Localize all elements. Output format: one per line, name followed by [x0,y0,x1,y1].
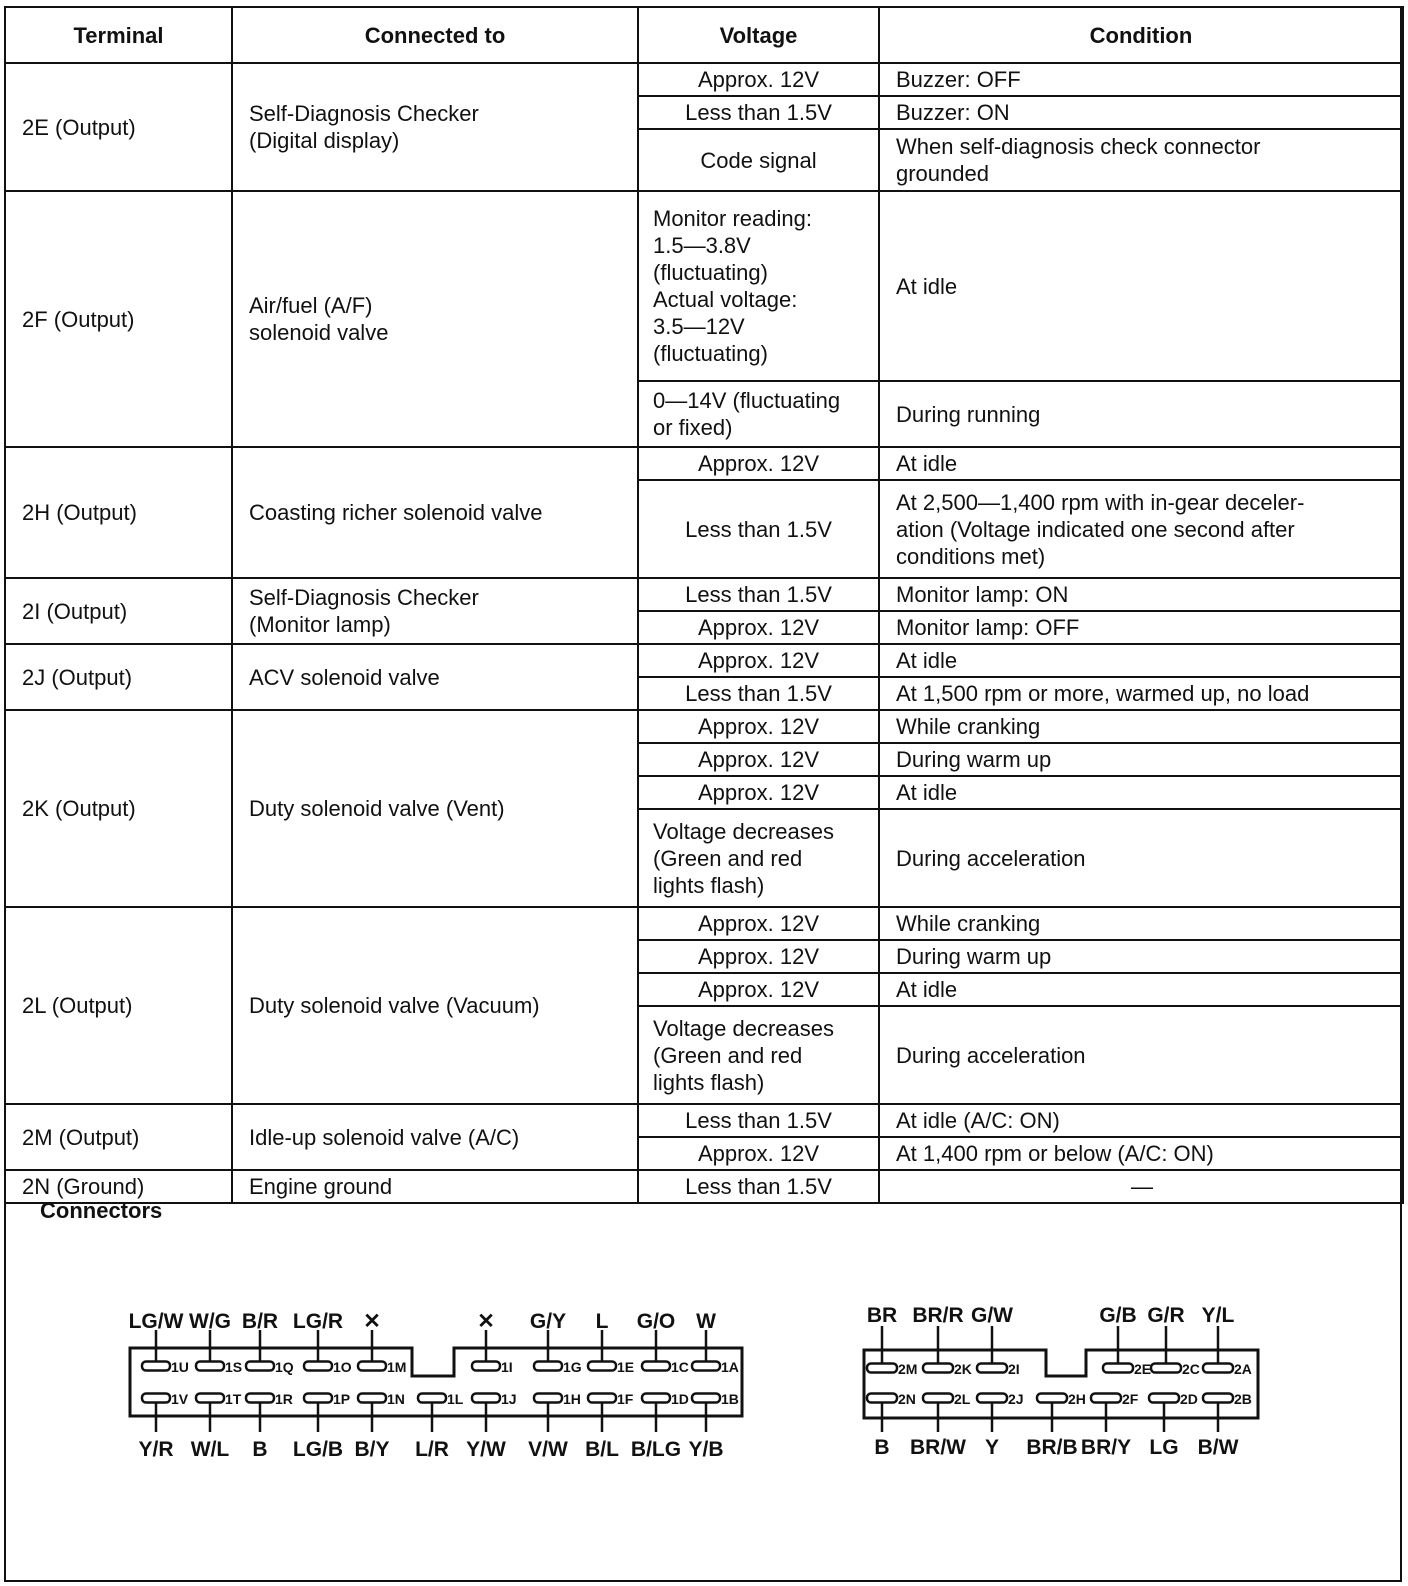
pin-label: 1C [671,1359,689,1375]
connected-to-cell: Air/fuel (A/F) solenoid valve [232,191,638,447]
wire-color-label: BR/Y [1080,1436,1132,1459]
wire-color-label: LG/R [292,1310,344,1333]
wire-color-label: Y/R [138,1438,174,1461]
pin-label: 1S [225,1359,243,1375]
pin-label: 2N [898,1391,916,1407]
wire-color-label: W [696,1310,716,1333]
voltage-cell: Approx. 12V [638,611,879,644]
pin-terminal [977,1364,1007,1373]
pin-label: 2C [1182,1361,1200,1377]
voltage-cell: Approx. 12V [638,1137,879,1170]
wire-color-label: Y/L [1201,1304,1235,1327]
pin-label: 1B [721,1391,739,1407]
terminal-cell: 2K (Output) [5,710,232,907]
condition-cell: While cranking [879,710,1403,743]
table-row [5,191,1403,381]
wire-color-label: L/R [415,1438,449,1461]
table-row [5,63,1403,96]
condition-cell: At 1,400 rpm or below (A/C: ON) [879,1137,1403,1170]
wire-color-label: B [252,1438,268,1461]
wire-color-label: BR/W [910,1436,966,1459]
pin-label: 1M [387,1359,407,1375]
wire-color-label: BR [866,1304,898,1327]
pin-terminal [196,1394,224,1403]
terminal-cell: 2N (Ground) [5,1170,232,1203]
pin-terminal [642,1394,670,1403]
header-connected-to: Connected to [232,7,638,63]
pin-label: 1I [501,1359,513,1375]
pin-label: 1L [447,1391,464,1407]
pin-terminal [358,1394,386,1403]
wire-color-label: BR/R [912,1304,964,1327]
pin-terminal [867,1364,897,1373]
connectors-title: Connectors [40,1198,163,1223]
pin-label: 2H [1068,1391,1086,1407]
condition-cell: — [879,1170,1403,1203]
pin-terminal [977,1394,1007,1403]
pin-label: 2J [1008,1391,1024,1407]
condition-cell: While cranking [879,907,1403,940]
condition-cell: During warm up [879,743,1403,776]
condition-cell: At idle [879,973,1403,1006]
condition-cell: Monitor lamp: ON [879,578,1403,611]
voltage-cell: Monitor reading: 1.5—3.8V (fluctuating) Actual voltage: 3.5—12V (fluctuating) [638,191,879,381]
pin-terminal [1203,1364,1233,1373]
wire-color-label: ✕ [363,1310,381,1333]
pin-label: 1F [617,1391,634,1407]
connected-to-cell: Self-Diagnosis Checker (Monitor lamp) [232,578,638,644]
pin-label: 2I [1008,1361,1020,1377]
wire-color-label: Y/W [466,1438,506,1461]
pin-terminal [1203,1394,1233,1403]
voltage-cell: Less than 1.5V [638,578,879,611]
wire-color-label: V/W [528,1438,568,1461]
voltage-cell: Approx. 12V [638,907,879,940]
wire-color-label: B/R [241,1310,279,1333]
wire-color-label: G/O [636,1310,676,1333]
pin-label: 2F [1122,1391,1139,1407]
condition-cell: During warm up [879,940,1403,973]
pin-terminal [923,1394,953,1403]
wire-color-label: G/R [1147,1304,1185,1327]
wire-color-label: W/G [189,1310,231,1333]
connector-body [130,1348,742,1416]
voltage-cell: Voltage decreases (Green and red lights flash) [638,809,879,907]
wire-color-label: B [874,1436,890,1459]
pin-label: 2B [1234,1391,1252,1407]
condition-cell: At 2,500—1,400 rpm with in-gear deceler- ation (Voltage indicated one second after conditions met) [879,480,1403,578]
pin-label: 1J [501,1391,517,1407]
pin-terminal [472,1394,500,1403]
condition-cell: At idle [879,191,1403,381]
wire-color-label: LG/W [128,1310,184,1333]
table-row [5,710,1403,743]
wire-color-label: B/LG [630,1438,682,1461]
pin-terminal [358,1362,386,1371]
table-body [5,63,1403,1203]
wire-color-label: BR/B [1026,1436,1078,1459]
wire-color-label: L [595,1310,609,1333]
pin-terminal [1151,1364,1181,1373]
pin-terminal [142,1394,170,1403]
pin-label: 2D [1180,1391,1198,1407]
connected-to-cell: Coasting richer solenoid valve [232,447,638,578]
connected-to-cell: Self-Diagnosis Checker (Digital display) [232,63,638,191]
condition-cell: Monitor lamp: OFF [879,611,1403,644]
pin-label: 2L [954,1391,971,1407]
pin-label: 1E [617,1359,635,1375]
pin-label: 1Q [275,1359,294,1375]
pin-terminal [692,1362,720,1371]
condition-cell: During acceleration [879,809,1403,907]
pin-terminal [1149,1394,1179,1403]
terminal-spec-table [4,6,1404,1204]
pin-terminal [304,1362,332,1371]
pin-terminal [642,1362,670,1371]
voltage-cell: Approx. 12V [638,743,879,776]
voltage-cell: 0—14V (fluctuating or fixed) [638,381,879,447]
voltage-cell: Approx. 12V [638,776,879,809]
connected-to-cell: Duty solenoid valve (Vent) [232,710,638,907]
condition-cell: During acceleration [879,1006,1403,1104]
terminal-cell: 2L (Output) [5,907,232,1104]
table-row [5,907,1403,940]
pin-label: 1H [563,1391,581,1407]
wire-color-label: B/L [585,1438,619,1461]
pin-terminal [1037,1394,1067,1403]
terminal-cell: 2I (Output) [5,578,232,644]
condition-cell: When self-diagnosis check connector grounded [879,129,1403,191]
pin-terminal [246,1362,274,1371]
condition-cell: At 1,500 rpm or more, warmed up, no load [879,677,1403,710]
pin-label: 1O [333,1359,352,1375]
wire-color-label: B/Y [354,1438,390,1461]
condition-cell: At idle [879,776,1403,809]
connected-to-cell: Engine ground [232,1170,638,1203]
pin-terminal [418,1394,446,1403]
condition-cell: At idle [879,447,1403,480]
table-row [5,644,1403,677]
header-condition: Condition [879,7,1403,63]
wire-color-label: G/W [971,1304,1013,1327]
wire-color-label: Y/B [688,1438,724,1461]
pin-label: 1P [333,1391,351,1407]
pin-terminal [1103,1364,1133,1373]
connected-to-cell: ACV solenoid valve [232,644,638,710]
pin-label: 1R [275,1391,293,1407]
header-voltage: Voltage [638,7,879,63]
pin-terminal [923,1364,953,1373]
connected-to-cell: Idle-up solenoid valve (A/C) [232,1104,638,1170]
pin-label: 1G [563,1359,582,1375]
condition-cell: Buzzer: ON [879,96,1403,129]
pin-terminal [246,1394,274,1403]
wire-color-label: LG/B [292,1438,344,1461]
voltage-cell: Less than 1.5V [638,1170,879,1203]
table-row [5,1170,1403,1203]
condition-cell: At idle [879,644,1403,677]
pin-terminal [304,1394,332,1403]
wire-color-label: W/L [190,1438,230,1461]
voltage-cell: Less than 1.5V [638,96,879,129]
voltage-cell: Approx. 12V [638,644,879,677]
voltage-cell: Less than 1.5V [638,480,879,578]
wire-color-label: LG [1149,1436,1179,1459]
pin-label: 1N [387,1391,405,1407]
pin-terminal [867,1394,897,1403]
voltage-cell: Approx. 12V [638,63,879,96]
table-row [5,578,1403,611]
condition-cell: At idle (A/C: ON) [879,1104,1403,1137]
terminal-cell: 2E (Output) [5,63,232,191]
wire-color-label: G/B [1099,1304,1137,1327]
wire-color-label: G/Y [529,1310,567,1333]
pin-terminal [588,1394,616,1403]
wire-color-label: B/W [1197,1436,1239,1459]
connector-1-diagram [120,1300,760,1472]
terminal-cell: 2H (Output) [5,447,232,578]
table-row [5,447,1403,480]
pin-terminal [692,1394,720,1403]
header-terminal: Terminal [5,7,232,63]
voltage-cell: Voltage decreases (Green and red lights flash) [638,1006,879,1104]
voltage-cell: Approx. 12V [638,940,879,973]
wire-color-label: Y [984,1436,1000,1459]
pin-label: 2M [898,1361,918,1377]
voltage-cell: Code signal [638,129,879,191]
pin-label: 1A [721,1359,739,1375]
voltage-cell: Less than 1.5V [638,1104,879,1137]
pin-terminal [534,1394,562,1403]
voltage-cell: Approx. 12V [638,710,879,743]
pin-label: 2K [954,1361,972,1377]
pin-label: 2E [1134,1361,1152,1377]
pin-terminal [472,1362,500,1371]
voltage-cell: Approx. 12V [638,973,879,1006]
connector-2-diagram [856,1296,1276,1472]
wire-color-label: ✕ [477,1310,495,1333]
terminal-cell: 2M (Output) [5,1104,232,1170]
pin-label: 1D [671,1391,689,1407]
pin-terminal [588,1362,616,1371]
table-row [5,1104,1403,1137]
pin-terminal [142,1362,170,1371]
connected-to-cell: Duty solenoid valve (Vacuum) [232,907,638,1104]
pin-terminal [534,1362,562,1371]
pin-terminal [1091,1394,1121,1403]
table-header-row [5,7,1403,63]
condition-cell: Buzzer: OFF [879,63,1403,96]
voltage-cell: Approx. 12V [638,447,879,480]
pin-terminal [196,1362,224,1371]
voltage-cell: Less than 1.5V [638,677,879,710]
pin-label: 1T [225,1391,242,1407]
pin-label: 2A [1234,1361,1252,1377]
pin-label: 1U [171,1359,189,1375]
condition-cell: During running [879,381,1403,447]
terminal-cell: 2J (Output) [5,644,232,710]
pin-label: 1V [171,1391,189,1407]
terminal-cell: 2F (Output) [5,191,232,447]
